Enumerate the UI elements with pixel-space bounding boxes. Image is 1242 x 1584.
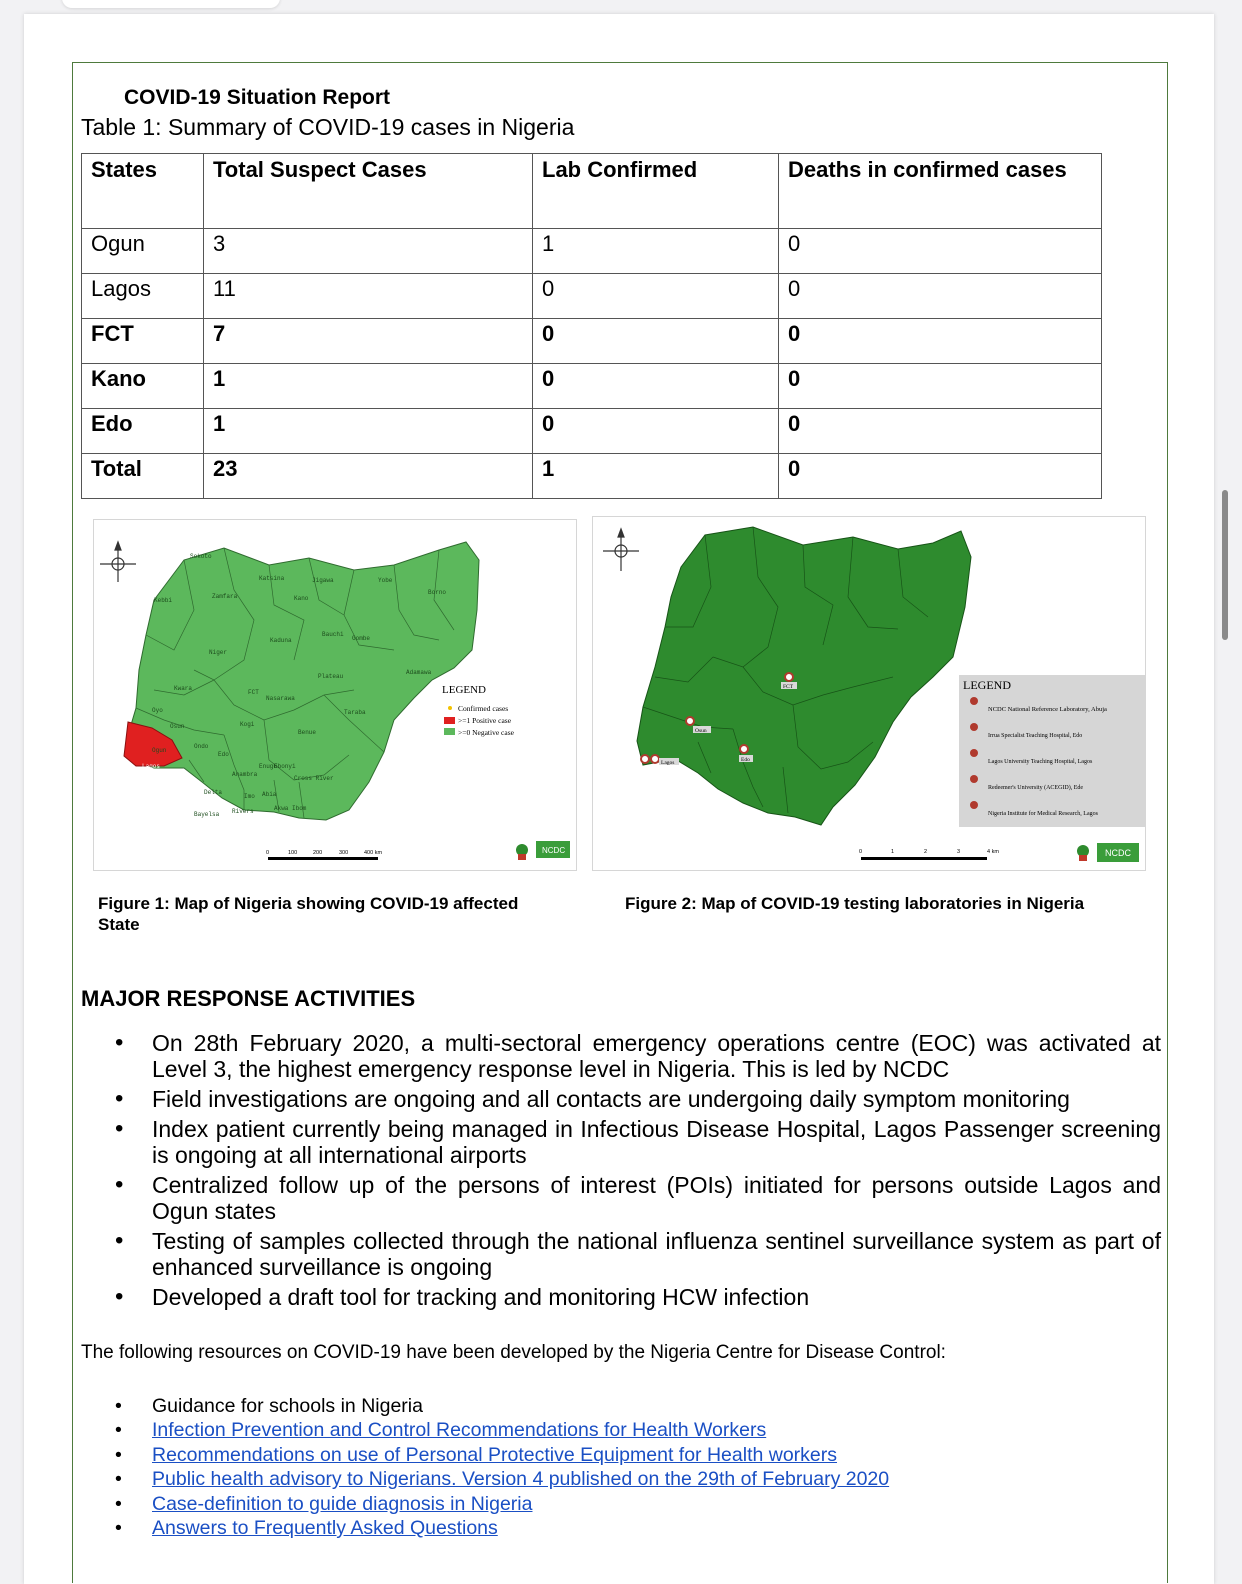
state-label: Katsina (259, 575, 285, 582)
place-label: Edo (741, 757, 750, 763)
legend-item: Nigeria Institute for Medical Research, Lagos (988, 811, 1098, 817)
list-item: • Index patient currently being managed in Infectious Disease Hospital, Lagos Passenger screening is ongoing at all international airports (81, 1116, 1161, 1168)
state-label: Kebbi (154, 597, 173, 604)
table-cell: 0 (533, 274, 779, 319)
state-label: Nasarawa (266, 695, 295, 702)
table-cell: 0 (533, 364, 779, 409)
figure1-scale-bar (266, 850, 382, 860)
table-header-cell: Lab Confirmed (533, 154, 779, 229)
state-label: Kano (294, 595, 309, 602)
state-label: Ondo (194, 743, 209, 750)
figure1-map (93, 519, 577, 871)
location-pin-icon (651, 755, 659, 763)
table-cell: 23 (204, 454, 533, 499)
legend-item: Redeemer's University (ACEGID), Ede (988, 785, 1084, 791)
resource-link[interactable]: Public health advisory to Nigerians. Version 4 published on the 29th of February 2020 (152, 1468, 890, 1491)
state-label: Ogun (152, 747, 167, 754)
state-label: Plateau (318, 673, 344, 680)
figure1-map-graphic (94, 520, 576, 870)
location-pin-icon (970, 723, 978, 731)
legend-swatch-positive (444, 717, 455, 724)
list-item (81, 1467, 1161, 1491)
report-title: COVID-19 Situation Report (124, 86, 391, 109)
table-total-row (82, 454, 1102, 499)
list-item (81, 1418, 1161, 1442)
state-label: Zamfara (212, 593, 238, 600)
state-label: Rivers (232, 808, 254, 815)
figure2-caption: Figure 2: Map of COVID-19 testing laboratories in Nigeria (625, 894, 1085, 913)
table-cell: 0 (779, 274, 1102, 319)
table-header-cell: Total Suspect Cases (204, 154, 533, 229)
state-label: Edo (218, 751, 229, 758)
scale-label: 0 (859, 849, 863, 855)
list-item: • Testing of samples collected through the national influenza sentinel surveillance system as part of enhanced surveillance is ongoing (81, 1228, 1161, 1280)
table-cell: Kano (82, 364, 204, 409)
state-label: Benue (298, 729, 317, 736)
place-label: FCT (783, 684, 794, 690)
resource-link[interactable]: Infection Prevention and Control Recommendations for Health Workers (152, 1419, 767, 1442)
table-cell: Total (82, 454, 204, 499)
scale-label: 3 (957, 849, 961, 855)
table-cell: 1 (533, 229, 779, 274)
state-label: Imo (244, 793, 255, 800)
list-item (81, 1492, 1161, 1516)
state-label: Ebonyi (274, 763, 296, 770)
state-label: Jigawa (312, 577, 334, 584)
scale-label: 0 (266, 850, 270, 856)
coat-of-arms-icon (1077, 845, 1089, 861)
location-pin-icon (970, 697, 978, 705)
state-label: Delta (204, 789, 223, 796)
north-arrow-icon (603, 529, 639, 571)
legend-item: Confirmed cases (458, 704, 509, 713)
table-header-cell: Deaths in confirmed cases (779, 154, 1102, 229)
location-pin-icon (740, 745, 748, 753)
scrollbar-thumb[interactable] (1222, 490, 1228, 640)
table-header-cell: States (82, 154, 204, 229)
state-label: Abia (262, 791, 277, 798)
table-cell: 1 (204, 364, 533, 409)
table-cell: 1 (533, 454, 779, 499)
cases-table (81, 153, 1102, 499)
state-label: Yobe (378, 577, 393, 584)
table-cell: 11 (204, 274, 533, 319)
state-label: Niger (209, 649, 228, 656)
scale-label: 200 (313, 850, 323, 856)
state-label: FCT (248, 689, 259, 696)
table-cell: 7 (204, 319, 533, 364)
scale-label: 2 (924, 849, 928, 855)
list-item: • Field investigations are ongoing and all contacts are undergoing daily symptom monitoring (81, 1086, 1161, 1112)
table-cell: Ogun (82, 229, 204, 274)
resources-list (81, 1394, 1161, 1540)
state-label: Gombe (352, 635, 371, 642)
figure2-legend (959, 675, 1145, 827)
table-cell: Lagos (82, 274, 204, 319)
table-cell: 0 (779, 229, 1102, 274)
place-label: Osun (695, 728, 707, 734)
table-cell: 0 (533, 409, 779, 454)
table-row (82, 409, 1102, 454)
state-label: Sokoto (190, 553, 212, 560)
ncdc-logo (1097, 843, 1139, 862)
browser-tab-edge (62, 0, 280, 8)
legend-swatch-negative (444, 728, 455, 735)
location-pin-icon (641, 755, 649, 763)
table-cell: Edo (82, 409, 204, 454)
table-cell: 0 (779, 364, 1102, 409)
resource-link[interactable]: Recommendations on use of Personal Protective Equipment for Health workers (152, 1443, 838, 1466)
scale-label: 400 km (364, 850, 383, 856)
state-label: Osun (170, 723, 185, 730)
table-row (82, 229, 1102, 274)
table-row (82, 364, 1102, 409)
list-item: • Centralized follow up of the persons of interest (POIs) initiated for persons outside Lagos and Ogun states (81, 1172, 1161, 1224)
table-row (82, 274, 1102, 319)
location-pin-icon (970, 801, 978, 809)
scale-label: 1 (891, 849, 895, 855)
state-label: Oyo (152, 707, 163, 714)
table-cell: 0 (779, 454, 1102, 499)
ncdc-logo-text: NCDC (542, 846, 566, 855)
scale-label: 4 km (987, 849, 999, 855)
table-cell: 1 (204, 409, 533, 454)
state-label: Kogi (240, 721, 255, 728)
state-label: Kaduna (270, 637, 292, 644)
resources-intro: The following resources on COVID-19 have been developed by the Nigeria Centre for Disease Control: (81, 1342, 946, 1363)
location-pin-icon (686, 717, 694, 725)
table-cell: 0 (779, 409, 1102, 454)
table-header-row (82, 154, 1102, 229)
legend-title: LEGEND (963, 678, 1011, 692)
list-item (81, 1516, 1161, 1540)
table-cell: 0 (533, 319, 779, 364)
resource-link[interactable]: Case-definition to guide diagnosis in Nigeria (152, 1492, 533, 1515)
legend-item: >=0 Negative case (458, 728, 514, 737)
location-pin-icon (785, 673, 793, 681)
list-item (81, 1443, 1161, 1467)
legend-dot-icon (448, 706, 452, 710)
resource-text: Guidance for schools in Nigeria (152, 1395, 423, 1417)
list-item: • On 28th February 2020, a multi-sectoral emergency operations centre (EOC) was activated at Level 3, the highest emergency response level in Nigeria. This is led by NCDC (81, 1030, 1161, 1082)
state-label: Akwa Ibom (274, 805, 307, 812)
state-label: Adamawa (406, 669, 432, 676)
table-row (82, 319, 1102, 364)
north-arrow-icon (100, 542, 136, 582)
list-item: • Developed a draft tool for tracking and monitoring HCW infection (81, 1284, 1161, 1310)
activities-heading: MAJOR RESPONSE ACTIVITIES (81, 986, 416, 1011)
figure1-legend (442, 684, 515, 737)
legend-item: >=1 Positive case (458, 716, 512, 725)
ncdc-logo-text: NCDC (1105, 848, 1131, 858)
figure2-scale-bar (859, 849, 999, 860)
table-cell: 0 (779, 319, 1102, 364)
state-label: Cross River (294, 775, 334, 782)
state-label: Anambra (232, 771, 258, 778)
location-pin-icon (970, 775, 978, 783)
legend-item: Irrua Specialist Teaching Hospital, Edo (988, 733, 1083, 739)
table-caption: Table 1: Summary of COVID-19 cases in Nigeria (81, 114, 575, 140)
place-label: Lagos (661, 760, 675, 766)
list-item (81, 1394, 1161, 1418)
location-pin-icon (970, 749, 978, 757)
legend-title: LEGEND (442, 684, 486, 696)
figure2-map-graphic (593, 517, 1145, 870)
state-label: Kwara (174, 685, 193, 692)
ncdc-logo (536, 841, 570, 858)
scale-label: 300 (339, 850, 349, 856)
legend-item: Lagos University Teaching Hospital, Lagos (988, 759, 1093, 765)
coat-of-arms-icon (516, 844, 528, 860)
state-label: Bayelsa (194, 811, 220, 818)
scale-label: 100 (288, 850, 298, 856)
figure1-caption: Figure 1: Map of Nigeria showing COVID-19 affected State (98, 894, 519, 934)
state-label: Bauchi (322, 631, 344, 638)
state-label: Taraba (344, 709, 366, 716)
resource-link[interactable]: Answers to Frequently Asked Questions (152, 1517, 498, 1540)
document-page (24, 14, 1214, 1584)
state-label: Enugu (259, 763, 278, 770)
state-label: Borno (428, 589, 447, 596)
state-label: Lagos (142, 763, 161, 770)
table-cell: FCT (82, 319, 204, 364)
legend-item: NCDC National Reference Laboratory, Abuja (988, 706, 1107, 713)
activities-list (81, 1030, 1161, 1314)
figure2-map (592, 516, 1146, 871)
table-cell: 3 (204, 229, 533, 274)
